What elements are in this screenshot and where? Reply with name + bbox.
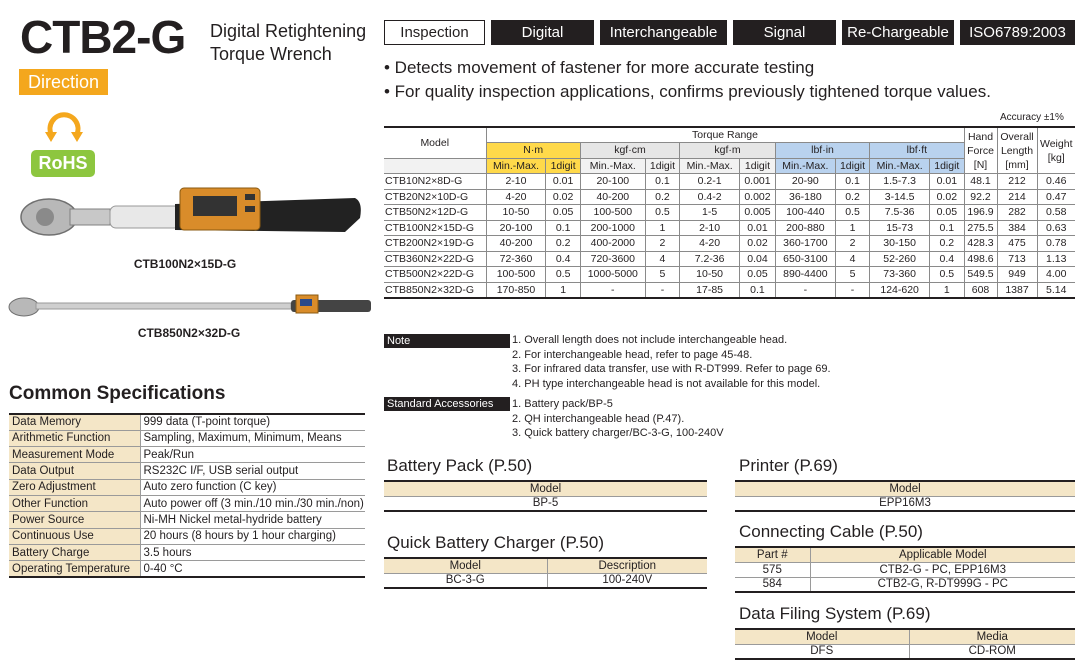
spec-row	[384, 236, 1075, 252]
wrench-ctb100-image	[15, 182, 365, 252]
spec-value-cell: 0.63	[1037, 220, 1075, 236]
common-spec-value: 3.5 hours	[140, 544, 365, 560]
spec-model-cell: CTB50N2×12D-G	[384, 205, 486, 221]
common-spec-key: Battery Charge	[9, 544, 140, 560]
wrench-ctb850-image	[6, 290, 374, 324]
spec-model-cell: CTB500N2×22D-G	[384, 267, 486, 283]
accessories-list	[512, 397, 724, 441]
spec-value-cell: 30-150	[870, 236, 930, 252]
sub-digit: 1digit	[835, 158, 869, 174]
spec-value-cell: 1	[835, 220, 869, 236]
spec-value-cell: 949	[997, 267, 1037, 283]
unit-kgfm: kgf·m	[680, 143, 776, 159]
spec-row	[384, 220, 1075, 236]
spec-value-cell: 360-1700	[775, 236, 835, 252]
unit-kgfcm: kgf·cm	[580, 143, 679, 159]
common-spec-key: Data Memory	[9, 414, 140, 430]
sub-digit: 1digit	[930, 158, 964, 174]
spec-value-cell: 400-2000	[580, 236, 645, 252]
common-spec-row	[9, 414, 365, 430]
sub-digit: 1digit	[546, 158, 580, 174]
model-header: Model	[384, 127, 486, 158]
spec-value-cell: 2-10	[680, 220, 740, 236]
product-title: CTB2-G	[20, 11, 186, 63]
common-spec-row	[9, 447, 365, 463]
common-specs-title: Common Specifications	[9, 383, 226, 404]
cable-part-value: 584	[735, 577, 810, 592]
spec-value-cell: 10-50	[486, 205, 546, 221]
unit-nm: N·m	[486, 143, 580, 159]
common-spec-key: Zero Adjustment	[9, 479, 140, 495]
spec-value-cell: 10-50	[680, 267, 740, 283]
spec-model-cell: CTB100N2×15D-G	[384, 220, 486, 236]
spec-value-cell: 2	[645, 236, 679, 252]
spec-value-cell: 282	[997, 205, 1037, 221]
subtitle-line-1: Digital Retightening	[210, 21, 367, 41]
spec-value-cell: 1	[546, 282, 580, 298]
common-spec-key: Operating Temperature	[9, 561, 140, 577]
spec-value-cell: -	[775, 282, 835, 298]
tag-signal: Signal	[733, 20, 836, 45]
feature-bullets	[384, 56, 991, 104]
spec-value-cell: 5	[835, 267, 869, 283]
printer-table	[735, 480, 1075, 512]
overall-length-header: Overall Length [mm]	[997, 127, 1037, 174]
battery-model-header: Model	[384, 481, 707, 496]
spec-model-cell: CTB200N2×19D-G	[384, 236, 486, 252]
direction-badge: Direction	[19, 69, 108, 95]
spec-value-cell: 0.02	[740, 236, 776, 252]
spec-value-cell: 100-500	[486, 267, 546, 283]
common-spec-row	[9, 430, 365, 446]
charger-description-value: 100-240V	[547, 573, 707, 588]
spec-value-cell: 7.5-36	[870, 205, 930, 221]
dfs-media-value: CD-ROM	[909, 644, 1075, 659]
spec-value-cell: 720-3600	[580, 251, 645, 267]
common-spec-row	[9, 512, 365, 528]
tag-inspection: Inspection	[384, 20, 485, 45]
spec-row	[384, 174, 1075, 190]
spec-value-cell: 52-260	[870, 251, 930, 267]
spec-value-cell: 4	[835, 251, 869, 267]
spec-value-cell: 92.2	[964, 189, 997, 205]
unit-lbfft: lbf·ft	[870, 143, 964, 159]
spec-value-cell: 549.5	[964, 267, 997, 283]
note-item: 4. PH type interchangeable head is not available for this model.	[512, 377, 821, 390]
spec-value-cell: 0.1	[930, 220, 964, 236]
printer-model-header: Model	[735, 481, 1075, 496]
torque-range-header: Torque Range	[486, 127, 964, 143]
spec-value-cell: 3-14.5	[870, 189, 930, 205]
common-spec-value: 999 data (T-point torque)	[140, 414, 365, 430]
spec-value-cell: 0.1	[835, 174, 869, 190]
common-spec-value: 20 hours (8 hours by 1 hour charging)	[140, 528, 365, 544]
charger-model-value: BC-3-G	[384, 573, 547, 588]
spec-value-cell: 0.1	[645, 174, 679, 190]
spec-value-cell: 0.04	[740, 251, 776, 267]
accuracy-note: Accuracy ±1%	[1000, 112, 1064, 123]
spec-value-cell: 48.1	[964, 174, 997, 190]
sub-digit: 1digit	[645, 158, 679, 174]
common-spec-key: Other Function	[9, 495, 140, 511]
accessory-item: 2. QH interchangeable head (P.47).	[512, 412, 685, 425]
spec-value-cell: 1.13	[1037, 251, 1075, 267]
dfs-model-value: DFS	[735, 644, 909, 659]
accessory-item: 3. Quick battery charger/BC-3-G, 100-240V	[512, 427, 724, 439]
spec-value-cell: 475	[997, 236, 1037, 252]
spec-value-cell: 214	[997, 189, 1037, 205]
unit-lbfin: lbf·in	[775, 143, 869, 159]
charger-title: Quick Battery Charger (P.50)	[387, 533, 604, 552]
spec-value-cell: 0.46	[1037, 174, 1075, 190]
spec-value-cell: -	[580, 282, 645, 298]
spec-value-cell: 0.4	[546, 251, 580, 267]
spec-value-cell: 4-20	[680, 236, 740, 252]
spec-value-cell: 0.002	[740, 189, 776, 205]
spec-value-cell: 0.4	[930, 251, 964, 267]
spec-value-cell: 5	[645, 267, 679, 283]
tag-interchangeable: Interchangeable	[600, 20, 727, 45]
cable-title: Connecting Cable (P.50)	[739, 522, 923, 541]
tag-rechargeable: Re-Chargeable	[842, 20, 954, 45]
spec-value-cell: 36-180	[775, 189, 835, 205]
spec-value-cell: 713	[997, 251, 1037, 267]
spec-value-cell: 124-620	[870, 282, 930, 298]
common-spec-key: Arithmetic Function	[9, 430, 140, 446]
spec-value-cell: 0.78	[1037, 236, 1075, 252]
common-spec-key: Continuous Use	[9, 528, 140, 544]
dfs-title: Data Filing System (P.69)	[739, 604, 931, 623]
spec-value-cell: 0.5	[645, 205, 679, 221]
tag-digital: Digital	[491, 20, 594, 45]
note-label: Note	[384, 334, 510, 348]
spec-value-cell: 17-85	[680, 282, 740, 298]
common-spec-value: Ni-MH Nickel metal-hydride battery	[140, 512, 365, 528]
spec-value-cell: 200-1000	[580, 220, 645, 236]
spec-row	[384, 189, 1075, 205]
spec-value-cell: 20-100	[580, 174, 645, 190]
printer-title: Printer (P.69)	[739, 456, 838, 475]
spec-value-cell: 4-20	[486, 189, 546, 205]
spec-value-cell: 0.01	[546, 174, 580, 190]
common-spec-row	[9, 528, 365, 544]
spec-value-cell: 2	[835, 236, 869, 252]
common-spec-key: Measurement Mode	[9, 447, 140, 463]
common-spec-key: Power Source	[9, 512, 140, 528]
battery-model-value: BP-5	[384, 496, 707, 511]
accessories-label: Standard Accessories	[384, 397, 510, 411]
note-item: 3. For infrared data transfer, use with R-DT999. Refer to page 69.	[512, 363, 831, 375]
spec-value-cell: 40-200	[580, 189, 645, 205]
spec-value-cell: 384	[997, 220, 1037, 236]
spec-value-cell: 200-880	[775, 220, 835, 236]
notes-list	[512, 333, 831, 391]
spec-value-cell: 196.9	[964, 205, 997, 221]
spec-value-cell: 100-440	[775, 205, 835, 221]
spec-model-cell: CTB20N2×10D-G	[384, 189, 486, 205]
spec-value-cell: 20-100	[486, 220, 546, 236]
bullet-item: • For quality inspection applications, confirms previously tightened torque values.	[384, 82, 991, 101]
spec-value-cell: 608	[964, 282, 997, 298]
spec-value-cell: 15-73	[870, 220, 930, 236]
common-spec-value: RS232C I/F, USB serial output	[140, 463, 365, 479]
spec-value-cell: 0.01	[740, 220, 776, 236]
spec-value-cell: 0.1	[546, 220, 580, 236]
spec-value-cell: 72-360	[486, 251, 546, 267]
tag-iso: ISO6789:2003	[960, 20, 1075, 45]
common-spec-row	[9, 561, 365, 577]
spec-value-cell: 650-3100	[775, 251, 835, 267]
dfs-media-header: Media	[909, 629, 1075, 644]
spec-value-cell: 0.02	[546, 189, 580, 205]
wrench-ctb100-label: CTB100N2×15D-G	[133, 257, 237, 271]
sub-digit: 1digit	[740, 158, 776, 174]
charger-model-header: Model	[384, 558, 547, 573]
sub-minmax: Min.-Max.	[870, 158, 930, 174]
spec-value-cell: 0.58	[1037, 205, 1075, 221]
spec-value-cell: 2-10	[486, 174, 546, 190]
spec-value-cell: 0.2-1	[680, 174, 740, 190]
spec-value-cell: 5.14	[1037, 282, 1075, 298]
spec-model-cell: CTB10N2×8D-G	[384, 174, 486, 190]
spec-row	[384, 282, 1075, 298]
spec-value-cell: 170-850	[486, 282, 546, 298]
printer-model-value: EPP16M3	[735, 496, 1075, 511]
sub-minmax: Min.-Max.	[680, 158, 740, 174]
feature-tags	[384, 20, 1075, 45]
spec-value-cell: 100-500	[580, 205, 645, 221]
weight-header: Weight [kg]	[1037, 127, 1075, 174]
spec-value-cell: 890-4400	[775, 267, 835, 283]
spec-value-cell: 0.5	[546, 267, 580, 283]
spec-row	[384, 205, 1075, 221]
common-spec-value: 0-40 °C	[140, 561, 365, 577]
spec-value-cell: 73-360	[870, 267, 930, 283]
spec-value-cell: 1387	[997, 282, 1037, 298]
spec-value-cell: -	[835, 282, 869, 298]
common-spec-value: Sampling, Maximum, Minimum, Means	[140, 430, 365, 446]
common-spec-value: Peak/Run	[140, 447, 365, 463]
common-spec-row	[9, 495, 365, 511]
cable-part-value: 575	[735, 562, 810, 577]
charger-description-header: Description	[547, 558, 707, 573]
spec-value-cell: 0.05	[740, 267, 776, 283]
note-item: 1. Overall length does not include interchangeable head.	[512, 334, 788, 346]
common-spec-row	[9, 544, 365, 560]
spec-value-cell: 1-5	[680, 205, 740, 221]
spec-value-cell: 0.01	[930, 174, 964, 190]
spec-value-cell: 0.2	[930, 236, 964, 252]
torque-spec-table	[384, 126, 1075, 299]
spec-value-cell: 1	[645, 220, 679, 236]
common-spec-key: Data Output	[9, 463, 140, 479]
sub-minmax: Min.-Max.	[580, 158, 645, 174]
spec-value-cell: 7.2-36	[680, 251, 740, 267]
spec-value-cell: 4	[645, 251, 679, 267]
rohs-badge: RoHS	[31, 150, 95, 177]
spec-value-cell: 428.3	[964, 236, 997, 252]
spec-value-cell: 0.05	[930, 205, 964, 221]
spec-value-cell: 0.05	[546, 205, 580, 221]
common-specs-table	[9, 413, 365, 578]
spec-value-cell: 0.47	[1037, 189, 1075, 205]
spec-value-cell: 1.5-7.3	[870, 174, 930, 190]
common-spec-value: Auto zero function (C key)	[140, 479, 365, 495]
spec-value-cell: 0.02	[930, 189, 964, 205]
common-spec-value: Auto power off (3 min./10 min./30 min./non)	[140, 495, 365, 511]
cable-applicable-value: CTB2-G, R-DT999G - PC	[810, 577, 1075, 592]
battery-pack-table	[384, 480, 707, 512]
spec-value-cell: 1	[930, 282, 964, 298]
charger-table	[384, 557, 707, 589]
spec-value-cell: 0.1	[740, 282, 776, 298]
spec-value-cell: 0.2	[645, 189, 679, 205]
cable-applicable-value: CTB2-G - PC, EPP16M3	[810, 562, 1075, 577]
spec-value-cell: 498.6	[964, 251, 997, 267]
note-item: 2. For interchangeable head, refer to page 45-48.	[512, 348, 753, 361]
spec-value-cell: 20-90	[775, 174, 835, 190]
spec-value-cell: 0.4-2	[680, 189, 740, 205]
spec-value-cell: 0.001	[740, 174, 776, 190]
subtitle-line-2: Torque Wrench	[210, 44, 332, 64]
battery-pack-title: Battery Pack (P.50)	[387, 456, 533, 475]
product-subtitle	[210, 20, 366, 66]
spec-row	[384, 267, 1075, 283]
spec-value-cell: 40-200	[486, 236, 546, 252]
dfs-table	[735, 628, 1075, 660]
accessory-item: 1. Battery pack/BP-5	[512, 398, 613, 410]
spec-value-cell: 0.2	[546, 236, 580, 252]
spec-value-cell: 275.5	[964, 220, 997, 236]
bullet-item: • Detects movement of fastener for more accurate testing	[384, 58, 815, 77]
cable-part-header: Part #	[735, 547, 810, 562]
spec-value-cell: 0.2	[835, 189, 869, 205]
spec-row	[384, 251, 1075, 267]
spec-value-cell: 0.005	[740, 205, 776, 221]
common-spec-row	[9, 479, 365, 495]
common-spec-row	[9, 463, 365, 479]
spec-value-cell: 1000-5000	[580, 267, 645, 283]
wrench-ctb850-label: CTB850N2×32D-G	[137, 326, 241, 340]
cable-applicable-header: Applicable Model	[810, 547, 1075, 562]
spec-value-cell: 0.5	[835, 205, 869, 221]
sub-minmax: Min.-Max.	[775, 158, 835, 174]
spec-value-cell: -	[645, 282, 679, 298]
spec-model-cell: CTB850N2×32D-G	[384, 282, 486, 298]
dfs-model-header: Model	[735, 629, 909, 644]
spec-value-cell: 4.00	[1037, 267, 1075, 283]
bidirectional-arrow-icon	[43, 104, 85, 144]
hand-force-header: Hand Force [N]	[964, 127, 997, 174]
cable-table	[735, 546, 1075, 593]
spec-value-cell: 212	[997, 174, 1037, 190]
sub-minmax: Min.-Max.	[486, 158, 546, 174]
spec-model-cell: CTB360N2×22D-G	[384, 251, 486, 267]
spec-value-cell: 0.5	[930, 267, 964, 283]
